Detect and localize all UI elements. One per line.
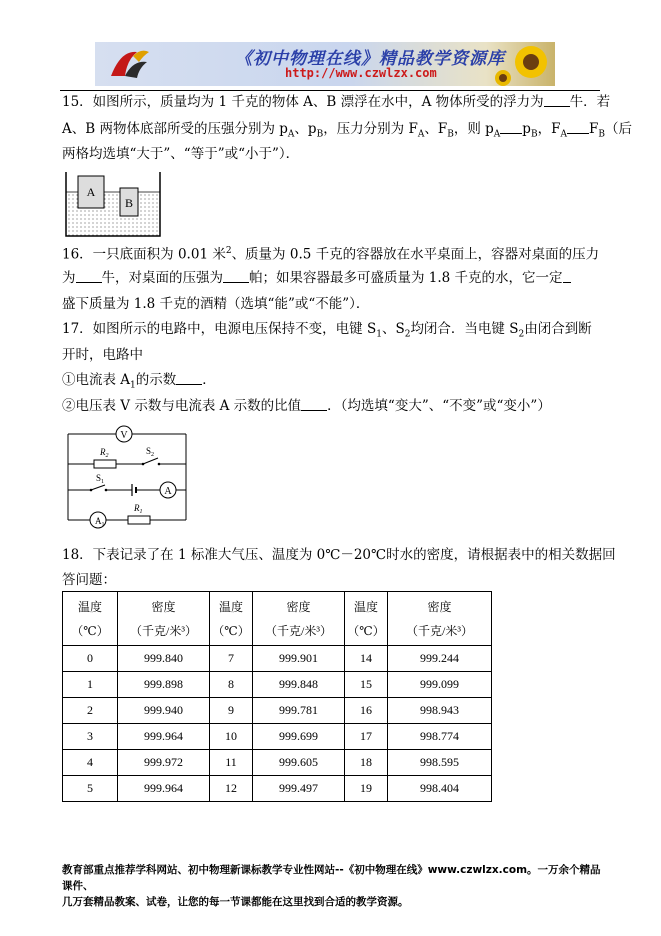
table-cell: 999.605 [253,750,345,776]
svg-text:V: V [120,430,128,441]
table-cell: 998.404 [388,776,492,802]
table-cell: 15 [345,672,388,698]
table-cell: 16 [345,698,388,724]
q17-item1: ①电流表 $A_1$的示数 ． [62,372,216,391]
q15-line2: A、B 两物体底部所受的压强分别为 $p_A$、$p_B$，压力分别为 $F_A$、$F_B$，则 $p_A$ $p_B$，$F_A$ $F_B$（后 [62,121,632,140]
header-banner [95,42,555,86]
table-cell: 0 [63,646,118,672]
svg-text:A: A [164,486,172,497]
footer-line-2: 几万套精品教案、试卷，让您的每一节课都能在这里找到合适的教学资源。 [62,896,409,908]
table-header-cell: 密度 （千克/米³） [118,592,210,646]
svg-text:R2: $R_2$ [100,447,109,459]
table-cell: 12 [210,776,253,802]
q17-circuit-diagram [62,424,192,534]
table-header-cell: 密度 （千克/米³） [388,592,492,646]
answer-blank[interactable] [223,270,249,283]
table-cell: 1 [63,672,118,698]
table-header-row [63,592,492,646]
switch-s1 [91,485,105,490]
sunflower-icon [493,42,553,86]
q18-line2: 答问题： [62,572,116,588]
q17-item2: ②电压表 V 示数与电流表 A 示数的比值 ．（均选填“变大”、“不变”或“变小”） [62,398,551,414]
q18-line1: 18．下表记录了在 1 标准大气压、温度为 0℃－20℃时水的密度，请根据表中的相关数据回 [62,547,616,563]
table-cell: 999.898 [118,672,210,698]
table-cell: 7 [210,646,253,672]
answer-blank[interactable] [500,121,522,134]
table-cell: 999.840 [118,646,210,672]
footer-line-1: 教育部重点推荐学科网站、初中物理新课标教学专业性网站--《初中物理在线》www.czwlzx.com。一万余个精品课件、 [62,864,601,892]
svg-text:S1: $S_1$ [96,473,105,485]
resistor-r2 [94,460,116,468]
table-row [63,776,492,802]
table-cell: 4 [63,750,118,776]
table-cell: 999.497 [253,776,345,802]
q16-line1: 16．一只底面积为 0.01 米$^2$、质量为 0.5 千克的容器放在水平桌面上，容器对桌面的压力 [62,246,600,263]
q17-line2: 开时，电路中 [62,347,143,363]
table-cell: 998.943 [388,698,492,724]
svg-text:R1: $R_1$ [134,503,143,515]
table-cell: 999.964 [118,776,210,802]
answer-blank[interactable] [563,270,571,283]
table-cell: 999.848 [253,672,345,698]
q15-line1: 15．如图所示，质量均为 1 千克的物体 A、B 漂浮在水中，A 物体所受的浮力为 牛．若 [62,94,611,110]
resistor-r1 [128,516,150,524]
table-row [63,646,492,672]
table-cell: 999.699 [253,724,345,750]
table-row [63,724,492,750]
q16-line3: 盛下质量为 1.8 千克的酒精（选填“能”或“不能”）． [62,296,370,312]
q15-line3: 两格均选填“大于”、“等于”或“小于”）． [62,146,300,162]
table-cell: 998.595 [388,750,492,776]
table-cell: 19 [345,776,388,802]
table-cell: 14 [345,646,388,672]
answer-blank[interactable] [76,270,102,283]
svg-text:S2: $S_2$ [146,446,155,458]
q16-line2: 为 牛，对桌面的压强为 帕；如果容器最多可盛质量为 1.8 千克的水，它一定 [62,268,571,288]
answer-blank[interactable] [567,121,589,134]
table-cell: 999.781 [253,698,345,724]
site-logo-icon [107,46,151,82]
banner-title: 《初中物理在线》精品教学资源库 [235,49,505,69]
table-cell: 998.774 [388,724,492,750]
table-row [63,672,492,698]
switch-s2 [143,458,158,464]
table-header-cell: 温度 （℃） [63,592,118,646]
table-cell: 999.244 [388,646,492,672]
table-cell: 11 [210,750,253,776]
answer-blank[interactable] [176,372,202,385]
table-row [63,750,492,776]
banner-url[interactable]: http://www.czwlzx.com [285,66,437,80]
answer-blank[interactable] [544,94,570,107]
table-cell: 999.964 [118,724,210,750]
table-cell: 999.901 [253,646,345,672]
table-cell: 2 [63,698,118,724]
table-cell: 5 [63,776,118,802]
table-row [63,698,492,724]
table-header-cell: 密度 （千克/米³） [253,592,345,646]
q15-figure [64,170,164,238]
svg-text:A1: $A_1$ [95,516,105,528]
page-footer [62,862,607,910]
header-rule [60,90,600,91]
table-cell: 999.099 [388,672,492,698]
table-cell: 8 [210,672,253,698]
answer-blank[interactable] [301,398,327,411]
table-header-cell: 温度 （℃） [345,592,388,646]
svg-text:A: A [86,185,96,199]
table-cell: 999.940 [118,698,210,724]
table-cell: 17 [345,724,388,750]
table-header-cell: 温度 （℃） [210,592,253,646]
density-table [62,591,492,802]
table-cell: 999.972 [118,750,210,776]
table-cell: 3 [63,724,118,750]
svg-text:B: B [124,196,134,210]
table-cell: 9 [210,698,253,724]
q17-line1: 17．如图所示的电路中，电源电压保持不变，电键 $S_1$、$S_2$均闭合．当电键 $S_2$由闭合到断 [62,321,592,340]
table-cell: 18 [345,750,388,776]
table-cell: 10 [210,724,253,750]
